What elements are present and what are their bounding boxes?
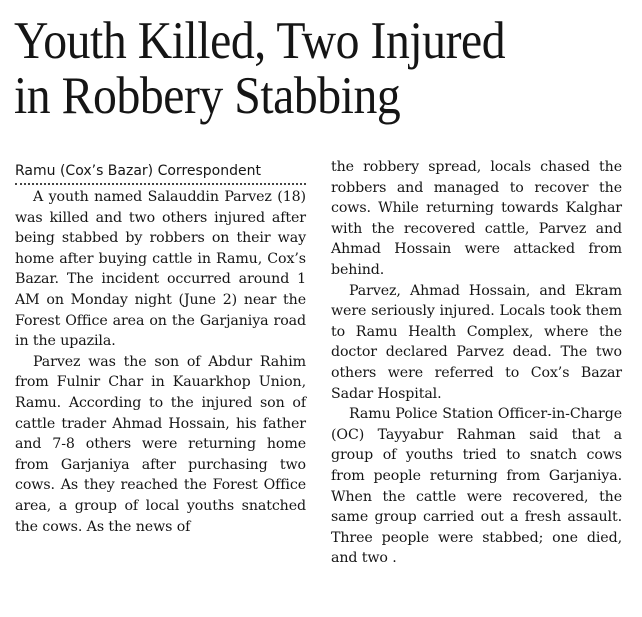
headline xyxy=(14,14,572,124)
paragraph-3: Parvez, Ahmad Hossain, and Ekram were seriously injured. Locals took them to Ramu Health Complex, where the doctor declared Parvez dead. The two others were referred to Cox’s Bazar Sadar Hospital. xyxy=(331,282,622,402)
paragraph-4: Ramu Police Station Officer-in-Charge (OC) Tayyabur Rahman said that a group of youths tried to snatch cows from people returning from Garjaniya. When the cattle were recovered, the same group carried out a fresh assault. Three people were stabbed; one died, and two . xyxy=(331,406,622,567)
article-column-2 xyxy=(331,157,622,569)
headline-line-2: in Robbery Stabbing xyxy=(14,67,401,125)
article-column-1 xyxy=(15,187,306,537)
paragraph-2-continued: the robbery spread, locals chased the robbers and managed to recover the cows. While returning towards Kalghar with the recovered cattle, Parvez and Ahmad Hossain were attacked from behind. xyxy=(331,159,622,278)
byline: Ramu (Cox’s Bazar) Correspondent xyxy=(15,162,306,185)
paragraph-2: Parvez was the son of Abdur Rahim from Fulnir Char in Kauarkhop Union, Ramu. According to the injured son of cattle trader Ahmad Hossain, his father and 7-8 others were returning home from Garjaniya after purchasing two cows. As they reached the Forest Office area, a group of local youths snatched the cows. As the news of xyxy=(15,353,306,535)
paragraph-1: A youth named Salauddin Parvez (18) was killed and two others injured after being stabbed by robbers on their way home after buying cattle in Ramu, Cox’s Bazar. The incident occurred around 1 AM on Monday night (June 2) near the Forest Office area on the Garjaniya road in the upazila. xyxy=(15,189,306,350)
headline-line-1: Youth Killed, Two Injured xyxy=(14,12,506,70)
